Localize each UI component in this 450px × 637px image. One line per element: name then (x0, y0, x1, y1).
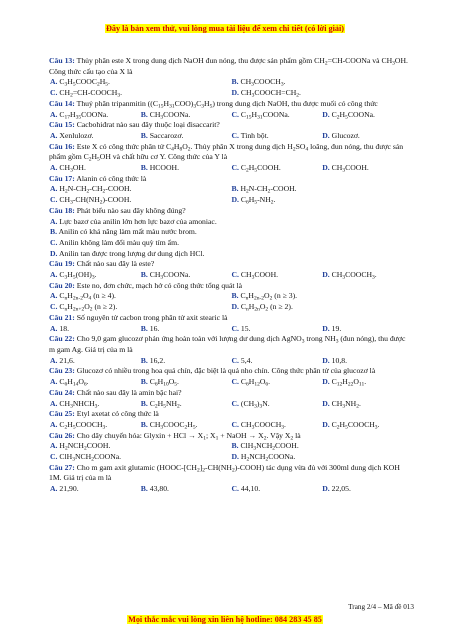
option-letter: C. (50, 88, 58, 98)
option-text: $CH_3COOH$. (331, 163, 369, 174)
option-letter: D. (322, 163, 330, 173)
option-text: $H_2N-CH_2$-COOH. (240, 184, 297, 195)
question-number: Câu 16: (49, 141, 75, 151)
answer-option (140, 356, 231, 367)
answer-option (231, 441, 413, 452)
answer-option (49, 195, 231, 206)
answer-option (49, 88, 231, 99)
option-letter: B. (231, 441, 239, 451)
options-row (49, 270, 412, 281)
option-text: $CH_3COONa$. (149, 270, 191, 281)
question-number: Câu 17: (49, 173, 75, 183)
options-row (49, 238, 412, 249)
option-text: 18. (59, 323, 70, 333)
answer-option (49, 441, 231, 452)
question-text (49, 120, 412, 131)
answer-option (49, 238, 412, 249)
question-stem: Cho m gam axit glutamic $(HOOC-[CH_2]_2-CH(NH_2)-COOH)$ tác dụng vừa đủ với 300ml dung dịch KOH 1M. Giá trị của m là (49, 462, 400, 483)
option-text: $C_6H_{14}O_6$. (59, 377, 89, 388)
option-text: 44,10. (240, 484, 261, 494)
question-text (49, 99, 412, 110)
answer-option (231, 163, 322, 174)
option-text: $H_2NCH_2COOH$. (59, 441, 111, 452)
question-stem: Chất nào sau đây là amin bậc hai? (76, 387, 182, 397)
option-text: $C_2H_5COONa$. (331, 109, 375, 121)
question-stem: Este X có công thức phân tử $C_4H_8O_2$. Thủy phân X trong dung dịch $H_2SO_4$ loãng, đun nóng, thu được sản phẩm gồm $C_2H_5OH$ và chất hữu cơ Y. Công thức của Y là (49, 141, 404, 163)
answer-option (49, 302, 231, 313)
option-letter: A. (50, 109, 58, 119)
question-text (49, 313, 412, 324)
option-text: $ClH_3NCH_2COOH$. (240, 441, 299, 452)
options-row (49, 291, 412, 302)
option-letter: C. (231, 323, 239, 333)
options-row (49, 184, 412, 195)
option-text: 22,05. (331, 484, 351, 494)
option-text: $CH_3COOCH_3$. (240, 419, 286, 431)
option-text: HCOOH. (149, 163, 179, 173)
option-letter: C. (231, 484, 239, 494)
option-text: 43,80. (149, 484, 169, 494)
options-row (49, 77, 412, 88)
answer-option (49, 110, 140, 121)
question-stem: Thuỷ phân tripanmitin $((C_{15}H_{31}COO)_3C_3H_5)$ trong dung dịch NaOH, thu được muối có công thức (76, 98, 378, 110)
answer-option (49, 163, 140, 174)
option-letter: B. (231, 184, 239, 194)
options-row (49, 377, 412, 388)
question-stem: Số nguyên tử cacbon trong phân tử axit stearic là (76, 312, 228, 322)
question-text (49, 56, 412, 77)
answer-option (140, 163, 231, 174)
option-letter: D. (322, 484, 330, 494)
question-number: Câu 19: (49, 259, 75, 269)
question-number: Câu 13: (49, 56, 75, 65)
hotline-banner (0, 615, 450, 624)
question-number: Câu 24: (49, 387, 75, 397)
option-letter: C. (231, 270, 239, 280)
answer-option (49, 291, 231, 302)
answer-option (321, 356, 412, 367)
answer-option (49, 452, 231, 463)
option-text: $C_nH_{2n+2}O_2$ (n ≥ 2). (59, 302, 118, 313)
option-text: 15. (240, 323, 251, 333)
option-letter: D. (231, 302, 239, 312)
option-letter: C. (50, 237, 58, 247)
answer-option (231, 110, 322, 121)
question-text (49, 388, 412, 399)
option-letter: A. (50, 398, 58, 408)
question-text (49, 259, 412, 270)
option-letter: D. (231, 452, 239, 462)
options-row (49, 163, 412, 174)
options-row (49, 195, 412, 206)
option-letter: C. (231, 419, 239, 429)
question-stem: Phát biểu nào sau đây không đúng? (76, 205, 186, 215)
option-text: Lực bazơ của anilin lớn hơn lực bazơ của amoniac. (59, 216, 217, 226)
option-letter: C. (50, 452, 58, 462)
answer-option (231, 131, 322, 142)
answer-option (49, 356, 140, 367)
answer-option (321, 270, 412, 281)
answer-option (231, 302, 413, 313)
answer-option (49, 249, 412, 260)
option-letter: A. (50, 270, 58, 280)
option-text: $CH_3COOH$. (240, 270, 279, 281)
question-text (49, 366, 412, 377)
option-text: $C_2H_5COOH$. (240, 163, 281, 174)
answer-option (49, 377, 140, 388)
options-row (49, 131, 412, 142)
answer-option (231, 377, 322, 388)
answer-option (321, 163, 412, 174)
option-text: $C_nH_{2n-2}O_4$ (n ≥ 4). (59, 291, 116, 302)
option-letter: B. (231, 77, 239, 87)
option-letter: A. (50, 216, 58, 226)
answer-option (49, 420, 140, 431)
option-letter: C. (50, 302, 58, 312)
option-letter: D. (50, 248, 58, 258)
option-text: 21,6. (59, 355, 75, 365)
option-letter: D. (322, 377, 330, 387)
answer-option (231, 184, 413, 195)
option-letter: A. (50, 163, 58, 173)
option-text: Tinh bột. (240, 130, 269, 140)
option-text: $ClH_3NCH_2COONa$. (59, 452, 122, 463)
option-text: Xenlulozơ. (59, 130, 94, 140)
answer-option (49, 131, 140, 142)
option-letter: A. (50, 355, 58, 365)
question-text (49, 334, 412, 355)
option-letter: A. (50, 291, 58, 301)
options-row (49, 302, 412, 313)
option-letter: B. (140, 355, 148, 365)
answer-option (231, 77, 413, 88)
question-number: Câu 27: (49, 462, 75, 472)
option-text: $C_6H_{12}O_6$. (240, 377, 271, 388)
option-letter: C. (231, 130, 239, 140)
option-text: $CH_3COOCH=CH_2$. (240, 88, 301, 99)
option-letter: B. (140, 377, 148, 387)
question-stem: Cho dãy chuyển hóa: Glyxin + HCl → $X_1$; $X_1$ + NaOH → $X_2$. Vậy $X_2$ là (76, 430, 301, 442)
option-text: $C_{15}H_{31}COONa$. (240, 109, 290, 121)
option-letter: B. (50, 227, 58, 237)
preview-notice-banner (0, 24, 450, 33)
option-text: $CH_2=CH-COOCH_3$. (59, 88, 123, 99)
option-letter: A. (50, 323, 58, 333)
answer-option (49, 227, 412, 238)
question-number: Câu 20: (49, 280, 75, 290)
option-letter: D. (322, 109, 330, 119)
option-letter: B. (140, 130, 148, 140)
options-row (49, 324, 412, 335)
question-text (49, 174, 412, 185)
option-text: $C_2H_5COOCH_3$. (331, 419, 380, 431)
option-letter: D. (322, 323, 330, 333)
option-letter: B. (140, 270, 148, 280)
options-row (49, 217, 412, 228)
option-letter: B. (140, 419, 148, 429)
answer-option (231, 420, 322, 431)
option-letter: A. (50, 484, 58, 494)
question-text (49, 142, 412, 163)
page-footer: Trang 2/4 – Mã đề 013 (348, 603, 414, 611)
option-text: $C_6H_5-NH_2$. (240, 195, 276, 206)
option-letter: B. (140, 323, 148, 333)
question-text (49, 431, 412, 442)
preview-notice-text: Đây là bản xem thử, vui lòng mua tài liệu để xem chi tiết (có lời giải) (105, 24, 344, 33)
answer-option (231, 270, 322, 281)
options-row (49, 441, 412, 452)
option-text: $C_6H_{10}O_5$. (149, 377, 179, 388)
answer-option (140, 270, 231, 281)
answer-option (231, 399, 322, 410)
option-letter: A. (50, 441, 58, 451)
question-stem: Glucozơ có nhiều trong hoa quả chín, đặc biệt là quả nho chín. Công thức phân tử của glucozơ là (76, 366, 376, 376)
option-text: $C_nH_{2n}O_2$ (n ≥ 2). (240, 302, 293, 313)
option-text: $H_2NCH_2COONa$. (240, 452, 296, 463)
answer-option (140, 484, 231, 495)
answer-option (140, 420, 231, 431)
option-text: $CH_3OH$. (59, 163, 86, 174)
option-text: $C_3H_5COOC_2H_5$. (59, 77, 110, 88)
option-text: Anilin không làm đổi màu quỳ tím ẩm. (58, 237, 179, 247)
option-letter: A. (50, 130, 58, 140)
option-letter: D. (231, 195, 239, 205)
question-number: Câu 21: (49, 312, 75, 322)
option-letter: C. (231, 398, 239, 408)
question-stem: Cho 9,0 gam glucozơ phản ứng hoàn toàn với lượng dư dung dịch AgNO$_3$ trong $NH_3$ (đun nóng), thu được m gam Ag. Giá trị của m là (49, 334, 406, 354)
answer-option (321, 399, 412, 410)
answer-option (140, 131, 231, 142)
question-number: Câu 23: (49, 366, 75, 376)
option-text: 19. (331, 323, 342, 333)
answer-option (321, 110, 412, 121)
option-letter: B. (140, 398, 148, 408)
question-text (49, 463, 412, 484)
answer-option (140, 324, 231, 335)
option-letter: A. (50, 419, 58, 429)
option-letter: B. (140, 484, 148, 494)
options-row (49, 399, 412, 410)
option-letter: C. (231, 377, 239, 387)
option-letter: C. (50, 195, 58, 205)
answer-option (231, 452, 413, 463)
option-text: 21,90. (59, 484, 79, 494)
question-number: Câu 15: (49, 120, 75, 130)
option-text: Anilin có khả năng làm mất màu nước brom. (58, 227, 197, 237)
option-text: Saccarozơ. (149, 130, 184, 140)
option-letter: A. (50, 77, 58, 87)
option-text: 16. (149, 323, 160, 333)
answer-option (321, 324, 412, 335)
option-text: $CH_3COOCH_3$. (240, 77, 286, 88)
option-text: 10,8. (331, 355, 348, 365)
answer-option (321, 377, 412, 388)
options-row (49, 249, 412, 260)
option-text: $C_2H_5COOCH_3$. (59, 419, 108, 431)
answer-option (140, 377, 231, 388)
question-list (49, 56, 412, 495)
option-text: $CH_3COONa$. (149, 109, 191, 121)
option-letter: D. (322, 130, 330, 140)
answer-option (231, 291, 413, 302)
answer-option (321, 484, 412, 495)
option-text: $C_2H_5NH_2$. (149, 398, 182, 409)
options-row (49, 484, 412, 495)
answer-option (49, 184, 231, 195)
option-text: 5,4. (240, 355, 253, 365)
question-stem: Thủy phân este X trong dung dịch NaOH đun nóng, thu được sản phẩm gồm $CH_2=CH$-COONa và $CH_3OH$. Công thức cấu tạo của X là (49, 56, 408, 76)
answer-option (140, 399, 231, 410)
option-letter: C. (231, 355, 239, 365)
question-number: Câu 18: (49, 205, 75, 215)
answer-option (49, 77, 231, 88)
option-text: $CH_3COOC_2H_5$. (149, 419, 198, 431)
option-text: $CH_3-CH(NH_2)$-COOH. (59, 195, 132, 206)
question-stem: Chất nào sau đây là este? (76, 259, 155, 269)
answer-option (231, 195, 413, 206)
hotline-text: Mọi thắc mắc vui lòng xin liên hệ hotline: 084 283 45 85 (128, 615, 322, 624)
option-letter: B. (140, 109, 148, 119)
option-text: $C_{12}H_{22}O_{11}$. (331, 377, 367, 388)
options-row (49, 88, 412, 99)
option-letter: C. (231, 163, 239, 173)
options-row (49, 110, 412, 121)
option-letter: B. (140, 163, 148, 173)
option-text: $C_3H_5(OH)_3$. (59, 270, 97, 281)
question-stem: Cacbohiđrat nào sau đây thuộc loại đisaccarit? (76, 120, 220, 130)
answer-option (49, 484, 140, 495)
answer-option (321, 420, 412, 431)
answer-option (49, 217, 412, 228)
option-letter: B. (231, 291, 239, 301)
option-text: Anilin tan được trong lượng dư dung dịch HCl. (58, 248, 205, 258)
question-text (49, 281, 412, 292)
question-number: Câu 22: (49, 334, 75, 344)
answer-option (49, 324, 140, 335)
option-text: $C_{17}H_{35}COONa$. (59, 109, 109, 121)
options-row (49, 227, 412, 238)
question-stem: Etyl axetat có công thức là (76, 409, 159, 419)
answer-option (231, 356, 322, 367)
question-number: Câu 14: (49, 98, 75, 108)
option-letter: D. (322, 355, 330, 365)
option-text: 16,2. (149, 355, 166, 365)
answer-option (49, 270, 140, 281)
option-text: $CH_3NH_2$. (331, 398, 361, 409)
option-text: $CH_3NHCH_3$. (59, 398, 100, 409)
option-letter: A. (50, 184, 58, 194)
answer-option (231, 324, 322, 335)
question-stem: Este no, đơn chức, mạch hở có công thức tổng quát là (76, 280, 243, 290)
option-letter: D. (231, 88, 239, 98)
answer-option (321, 131, 412, 142)
answer-option (231, 88, 413, 99)
option-text: $H_2N-CH_2-CH_2$-COOH. (59, 184, 132, 195)
option-letter: C. (231, 109, 239, 119)
option-letter: D. (322, 398, 330, 408)
question-text (49, 206, 412, 217)
option-text: $C_nH_{2n-2}O_2$ (n ≥ 3). (240, 291, 298, 302)
option-letter: A. (50, 377, 58, 387)
answer-option (231, 484, 322, 495)
answer-option (140, 110, 231, 121)
question-number: Câu 25: (49, 409, 75, 419)
option-text: $(CH_3)_3N$. (240, 398, 270, 409)
options-row (49, 356, 412, 367)
option-text: Glucozơ. (331, 130, 360, 140)
answer-option (49, 399, 140, 410)
option-letter: D. (322, 419, 330, 429)
question-stem: Alanin có công thức là (76, 173, 147, 183)
question-text (49, 409, 412, 420)
options-row (49, 420, 412, 431)
option-letter: D. (322, 270, 330, 280)
options-row (49, 452, 412, 463)
option-text: $CH_3COOCH_3$. (331, 270, 377, 281)
question-number: Câu 26: (49, 430, 75, 440)
